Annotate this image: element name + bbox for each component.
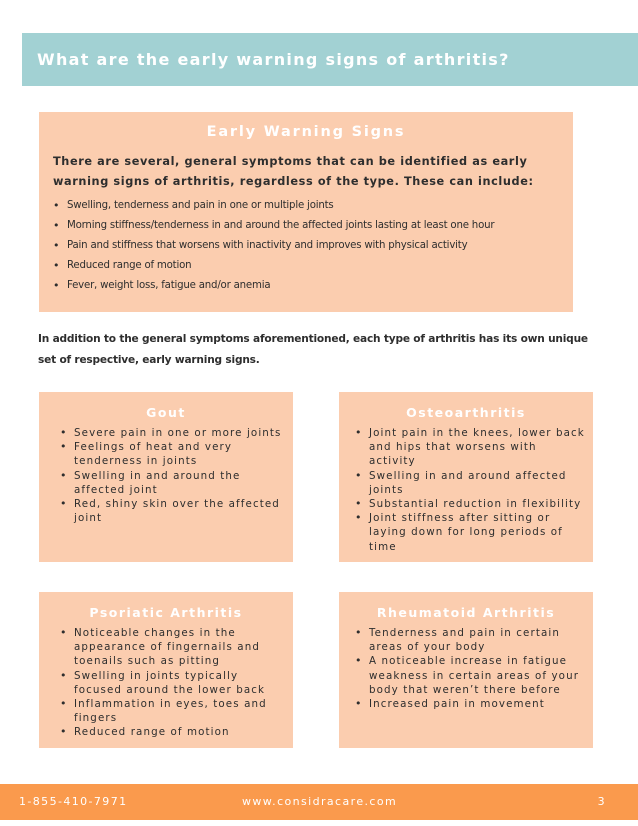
rheumatoid-arthritis-title: Rheumatoid Arthritis <box>376 605 556 620</box>
osteoarthritis-title: Osteoarthritis <box>406 405 526 420</box>
footer-phone: 1-855-410-7971 <box>19 795 128 808</box>
list-item: • Pain and stiffness that worsens with inactivity and improves with physical activity <box>53 236 569 256</box>
gout-card <box>39 392 293 562</box>
gout-title: Gout <box>146 405 186 420</box>
rheumatoid-arthritis-card <box>339 592 593 748</box>
list-item: • Noticeable changes in the appearance of fingernails and toenails such as pitting <box>60 626 282 669</box>
psoriatic-arthritis-title: Psoriatic Arthritis <box>89 605 243 620</box>
list-item: • Severe pain in one or more joints <box>60 426 282 440</box>
list-item: • Substantial reduction in flexibility <box>355 497 587 511</box>
list-item: • Joint stiffness after sitting or laying down for long periods of time <box>355 511 587 554</box>
footer-bar <box>0 784 638 820</box>
list-item: • Fever, weight loss, fatigue and/or anemia <box>53 276 569 296</box>
list-item: • A noticeable increase in fatigue weakness in certain areas of your body that weren’t there before <box>355 654 587 697</box>
list-item: • Increased pain in movement <box>355 697 587 711</box>
osteoarthritis-card <box>339 392 593 562</box>
list-item: • Inflammation in eyes, toes and fingers <box>60 697 282 725</box>
list-item: • Swelling in joints typically focused around the lower back <box>60 669 282 697</box>
page-number: 3 <box>597 795 606 808</box>
early-warning-intro: There are several, general symptoms that can be identified as early warning signs of arthritis, regardless of the type. These can include: <box>53 155 534 188</box>
footer-website: www.considracare.com <box>242 795 398 808</box>
list-item: • Reduced range of motion <box>60 725 282 739</box>
page-title: What are the early warning signs of arthritis? <box>37 50 510 69</box>
list-item: • Joint pain in the knees, lower back and hips that worsens with activity <box>355 426 587 469</box>
psoriatic-arthritis-card <box>39 592 293 748</box>
early-warning-title: Early Warning Signs <box>206 124 406 140</box>
addition-paragraph: In addition to the general symptoms aforementioned, each type of arthritis has its own unique set of respective, early warning signs. <box>38 333 588 366</box>
list-item: • Morning stiffness/tenderness in and around the affected joints lasting at least one hour <box>53 216 569 236</box>
list-item: • Swelling in and around the affected joint <box>60 469 282 497</box>
early-warning-list <box>53 196 569 296</box>
gout-list <box>60 426 282 525</box>
list-item: • Red, shiny skin over the affected joint <box>60 497 282 525</box>
psoriatic-arthritis-list <box>60 626 282 740</box>
list-item: • Reduced range of motion <box>53 256 569 276</box>
list-item: • Swelling in and around affected joints <box>355 469 587 497</box>
list-item: • Swelling, tenderness and pain in one or multiple joints <box>53 196 569 216</box>
header-bar <box>22 33 638 86</box>
early-warning-box <box>39 112 573 312</box>
osteoarthritis-list <box>355 426 587 554</box>
list-item: • Feelings of heat and very tenderness in joints <box>60 440 282 468</box>
rheumatoid-arthritis-list <box>355 626 587 711</box>
list-item: • Tenderness and pain in certain areas of your body <box>355 626 587 654</box>
